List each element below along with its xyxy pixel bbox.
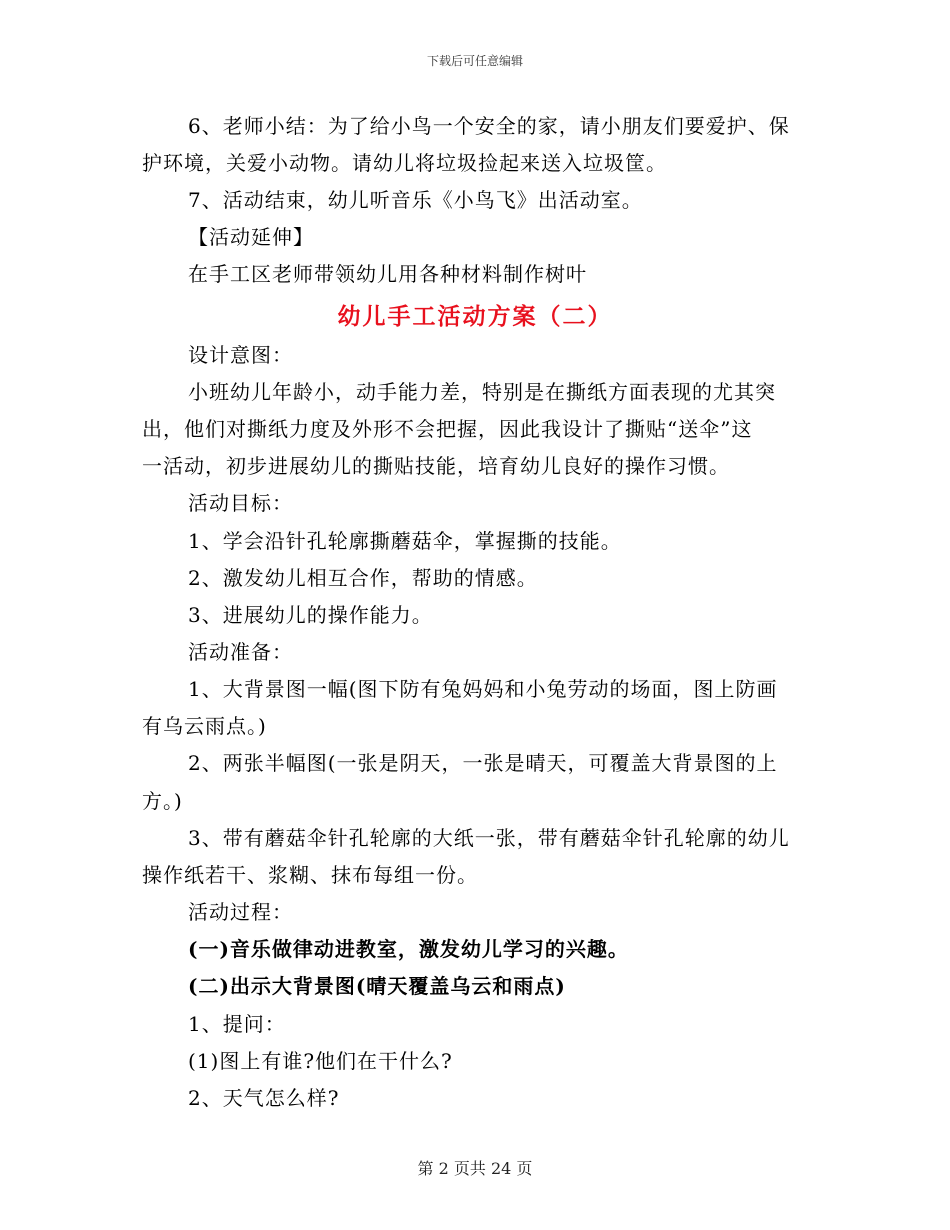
paragraph-line: 一活动，初步进展幼儿的撕贴技能，培育幼儿良好的操作习惯。 [142,454,730,478]
list-item: 1、学会沿针孔轮廓撕蘑菇伞，掌握撕的技能。 [188,529,622,553]
list-item: 2、天气怎么样? [188,1086,340,1110]
list-item: 1、提问： [188,1012,286,1036]
list-item: 2、激发幼儿相互合作，帮助的情感。 [188,566,538,590]
paragraph-line: 方。) [142,789,183,813]
paragraph-line: 护环境，关爱小动物。请幼儿将垃圾捡起来送入垃圾筐。 [142,151,667,175]
list-item: 3、进展幼儿的操作能力。 [188,603,433,627]
paragraph-line: 6、老师小结：为了给小鸟一个安全的家，请小朋友们要爱护、保 [188,114,790,138]
section-heading: 活动过程： [188,900,293,924]
paragraph-line: 出，他们对撕纸力度及外形不会把握，因此我设计了撕贴“送伞”这 [142,417,753,441]
page-header: 下载后可任意编辑 [426,54,523,68]
paragraph-line: 小班幼儿年龄小，动手能力差，特别是在撕纸方面表现的尤其突 [188,380,776,404]
step-heading: (二)出示大背景图(晴天覆盖乌云和雨点) [188,974,566,998]
section-heading: 【活动延伸】 [188,225,314,249]
section-heading: 活动目标： [188,491,293,515]
section-heading: 活动准备： [188,640,293,664]
paragraph-line: 有乌云雨点。) [142,714,267,738]
paragraph-line: 在手工区老师带领幼儿用各种材料制作树叶 [188,262,587,286]
section-heading: 设计意图： [188,343,293,367]
document-title: 幼儿手工活动方案（二） [337,303,613,330]
paragraph-line: 7、活动结束，幼儿听音乐《小鸟飞》出活动室。 [188,188,643,212]
page-footer: 第 2 页共 24 页 [417,1159,533,1178]
list-item: 2、两张半幅图(一张是阴天，一张是晴天，可覆盖大背景图的上 [188,751,778,775]
list-item: 3、带有蘑菇伞针孔轮廓的大纸一张，带有蘑菇伞针孔轮廓的幼儿 [188,826,790,850]
step-heading: (一)音乐做律动进教室，激发幼儿学习的兴趣。 [188,937,629,961]
paragraph-line: 操作纸若干、浆糊、抹布每组一份。 [142,863,478,887]
list-item: 1、大背景图一幅(图下防有兔妈妈和小兔劳动的场面，图上防画 [188,677,778,701]
list-item: (1)图上有谁?他们在干什么? [188,1049,453,1073]
